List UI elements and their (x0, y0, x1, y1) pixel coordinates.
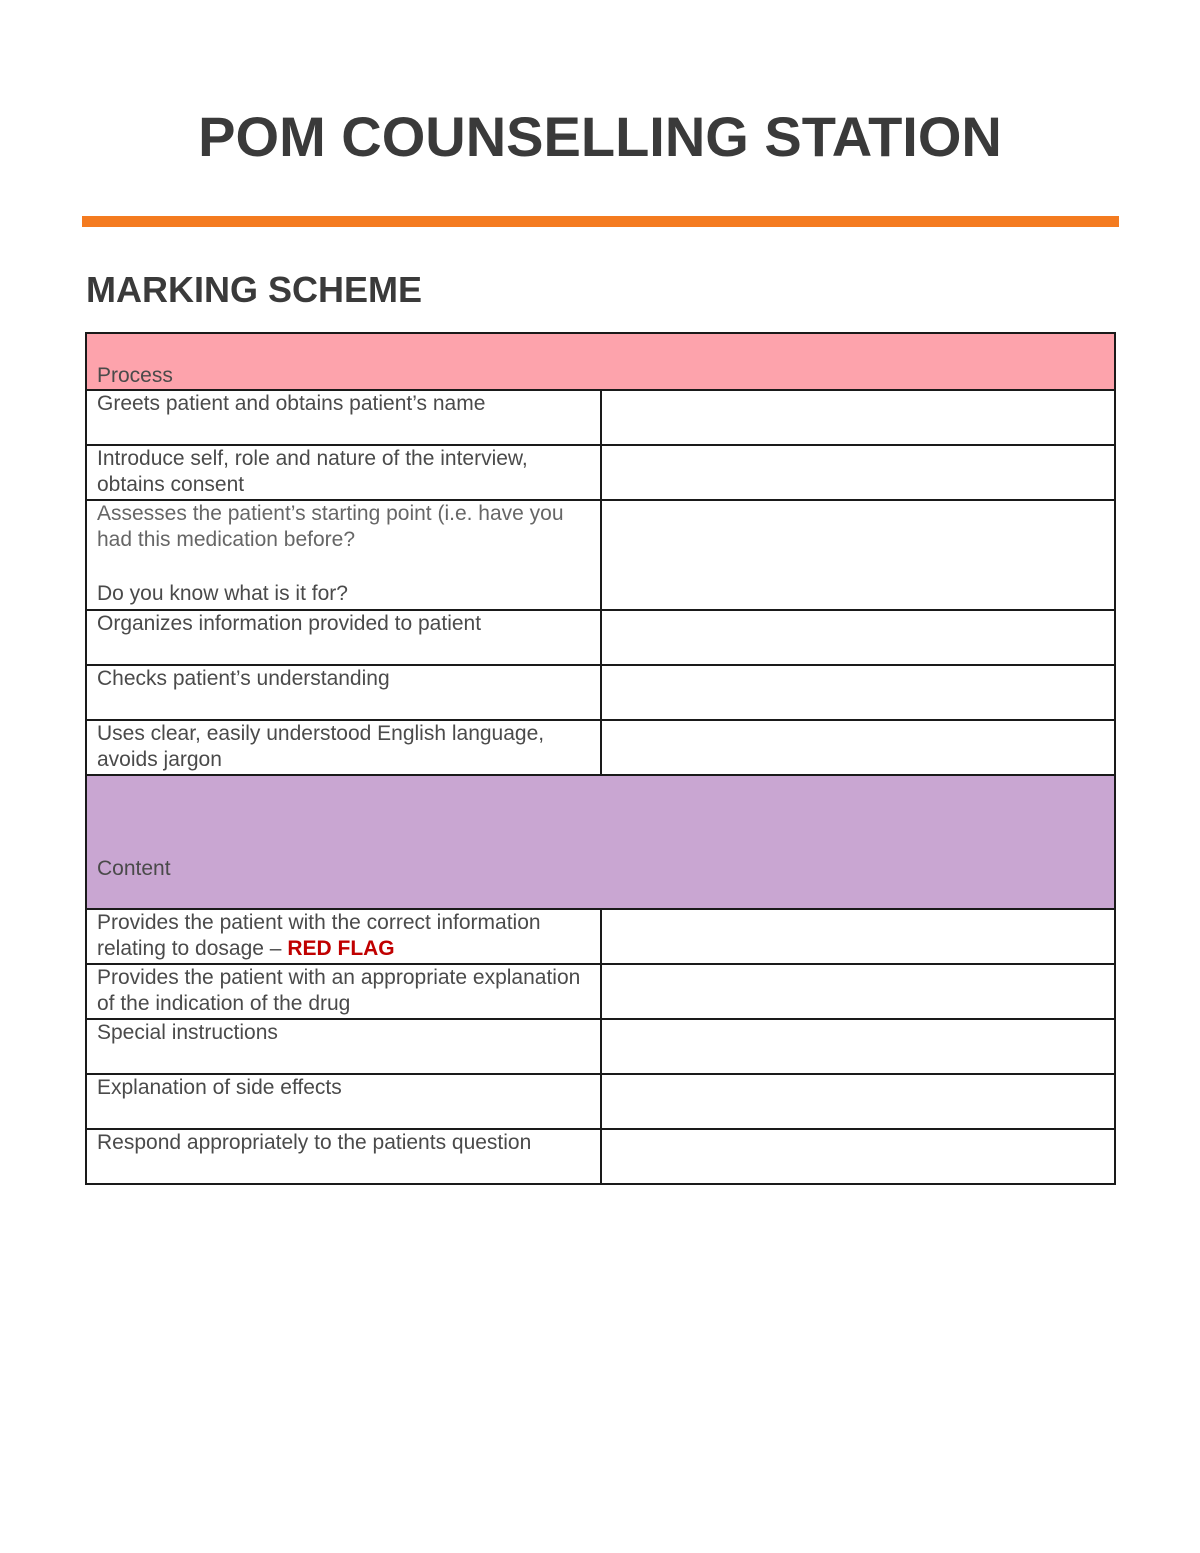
table-row (86, 1129, 1115, 1184)
table-row (86, 909, 1115, 964)
mark-cell[interactable] (601, 964, 1116, 1019)
mark-cell[interactable] (601, 1074, 1116, 1129)
mark-cell[interactable] (601, 500, 1116, 610)
mark-cell[interactable] (601, 1019, 1116, 1074)
section-header-content (86, 775, 1115, 909)
table-row (86, 1019, 1115, 1074)
criterion-cell (86, 909, 601, 964)
mark-cell[interactable] (601, 665, 1116, 720)
criterion-cell: Introduce self, role and nature of the interview, obtains consent (86, 445, 601, 500)
mark-cell[interactable] (601, 445, 1116, 500)
mark-cell[interactable] (601, 1129, 1116, 1184)
table-row (86, 500, 1115, 610)
criterion-cell: Uses clear, easily understood English language, avoids jargon (86, 720, 601, 775)
marking-scheme-table (85, 332, 1116, 1185)
criterion-cell: Respond appropriately to the patients question (86, 1129, 601, 1184)
table-row (86, 964, 1115, 1019)
page-title: POM COUNSELLING STATION (198, 105, 1002, 168)
title-divider (82, 216, 1119, 227)
mark-cell[interactable] (601, 720, 1116, 775)
mark-cell[interactable] (601, 390, 1116, 445)
criterion-cell: Greets patient and obtains patient’s name (86, 390, 601, 445)
mark-cell[interactable] (601, 909, 1116, 964)
red-flag-label: RED FLAG (287, 937, 395, 960)
criterion-cell: Explanation of side effects (86, 1074, 601, 1129)
table-row (86, 610, 1115, 665)
criterion-line: Do you know what is it for? (97, 582, 348, 605)
table-row (86, 445, 1115, 500)
criterion-cell: Checks patient’s understanding (86, 665, 601, 720)
section-label-content: Content (86, 775, 1115, 909)
criterion-text: Provides the patient with the correct information relating to dosage – (97, 911, 541, 960)
criterion-cell: Organizes information provided to patient (86, 610, 601, 665)
criterion-cell: Special instructions (86, 1019, 601, 1074)
criterion-line: Assesses the patient’s starting point (i.e. have you had this medication before? (97, 502, 564, 551)
criterion-cell: Provides the patient with an appropriate explanation of the indication of the drug (86, 964, 601, 1019)
table-row (86, 720, 1115, 775)
section-label-process: Process (86, 333, 1115, 390)
table-row (86, 665, 1115, 720)
table-row (86, 390, 1115, 445)
table-row (86, 1074, 1115, 1129)
section-heading: MARKING SCHEME (86, 269, 423, 310)
criterion-cell (86, 500, 601, 610)
mark-cell[interactable] (601, 610, 1116, 665)
section-header-process (86, 333, 1115, 390)
